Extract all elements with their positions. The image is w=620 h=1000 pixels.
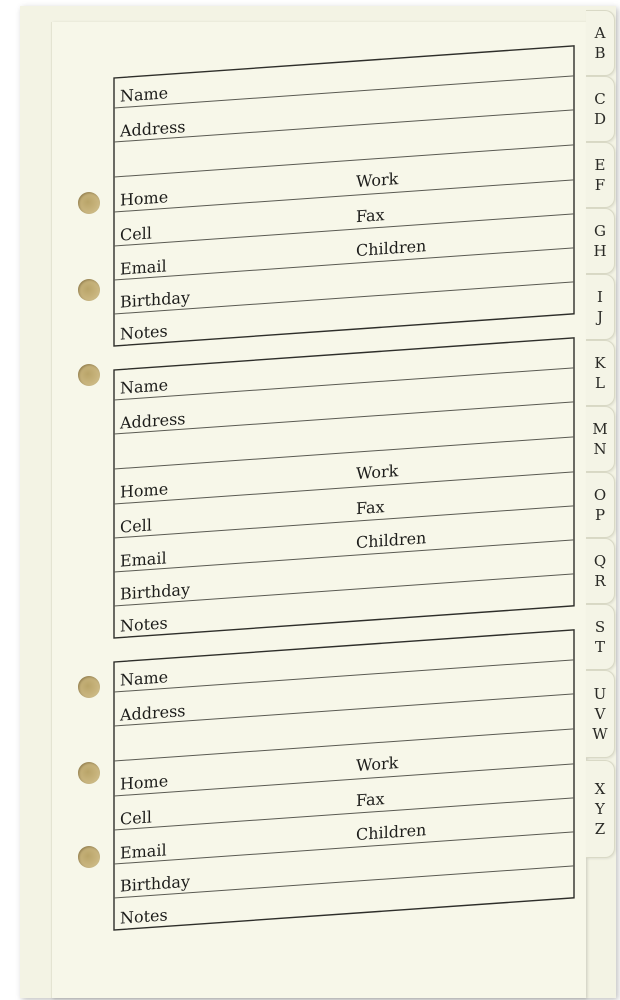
notes-label: Notes xyxy=(120,613,168,636)
address-label: Address xyxy=(120,701,186,725)
tab-letter: V xyxy=(594,705,606,723)
entry-line xyxy=(114,764,574,796)
name-label: Name xyxy=(120,667,169,690)
tab-x-y-z[interactable] xyxy=(586,760,615,858)
tab-c-d[interactable] xyxy=(586,76,615,142)
children-label: Children xyxy=(356,528,427,553)
home-label: Home xyxy=(120,479,169,502)
fax-label: Fax xyxy=(356,789,385,811)
entry-line xyxy=(114,729,574,761)
home-label: Home xyxy=(120,187,169,210)
email-label: Email xyxy=(120,548,167,571)
address-entry xyxy=(114,338,574,638)
tab-m-n[interactable] xyxy=(586,406,615,472)
alphabet-tabs xyxy=(586,10,616,862)
tab-letter: J xyxy=(596,308,603,326)
email-label: Email xyxy=(120,256,167,279)
tab-letter: R xyxy=(594,572,606,590)
tab-q-r[interactable] xyxy=(586,538,615,604)
entry-line xyxy=(114,214,574,246)
birthday-label: Birthday xyxy=(120,287,190,312)
notes-label: Notes xyxy=(120,321,168,344)
tab-letter: P xyxy=(594,506,606,524)
cell-label: Cell xyxy=(120,807,152,829)
tab-letter: D xyxy=(593,110,607,128)
tab-letter: I xyxy=(597,288,603,306)
address-label: Address xyxy=(120,409,186,433)
tab-g-h[interactable] xyxy=(586,208,615,274)
address-entry xyxy=(114,46,574,346)
tab-letter: E xyxy=(594,156,606,174)
tab-k-l[interactable] xyxy=(586,340,615,406)
tab-letter: C xyxy=(594,90,606,108)
entry-line xyxy=(114,506,574,538)
entry-line xyxy=(114,180,574,212)
tab-o-p[interactable] xyxy=(586,472,615,538)
tab-letter: W xyxy=(592,725,608,743)
cell-label: Cell xyxy=(120,515,152,537)
tab-letter: A xyxy=(594,24,606,42)
entry-line xyxy=(114,437,574,469)
tab-letter: N xyxy=(593,440,607,458)
tab-letter: X xyxy=(594,780,606,798)
tab-letter: G xyxy=(594,222,606,240)
tab-letter: Q xyxy=(593,552,607,570)
children-label: Children xyxy=(356,820,427,845)
fax-label: Fax xyxy=(356,497,385,519)
birthday-label: Birthday xyxy=(120,871,190,896)
tab-i-j[interactable] xyxy=(586,274,615,340)
birthday-label: Birthday xyxy=(120,579,190,604)
tab-letter: Y xyxy=(595,800,605,818)
entry-line xyxy=(114,660,574,692)
entry-line xyxy=(114,368,574,400)
name-label: Name xyxy=(120,375,169,398)
email-label: Email xyxy=(120,840,167,863)
entry-line xyxy=(114,832,574,864)
entry-line xyxy=(114,145,574,177)
tab-letter: L xyxy=(595,374,605,392)
tab-letter: K xyxy=(594,354,606,372)
tab-s-t[interactable] xyxy=(586,604,615,670)
tab-letter: M xyxy=(592,420,608,438)
home-label: Home xyxy=(120,771,169,794)
work-label: Work xyxy=(356,461,399,484)
address-entry xyxy=(114,630,574,930)
notes-label: Notes xyxy=(120,905,168,928)
tab-letter: S xyxy=(594,618,606,636)
tab-letter: F xyxy=(594,176,606,194)
work-label: Work xyxy=(356,169,399,192)
tab-letter: B xyxy=(594,44,606,62)
tab-letter: H xyxy=(593,242,607,260)
tab-u-v-w[interactable] xyxy=(586,670,615,758)
cell-label: Cell xyxy=(120,223,152,245)
entry-line xyxy=(114,798,574,830)
tab-letter: U xyxy=(593,685,607,703)
tab-letter: Z xyxy=(594,820,606,838)
entry-line xyxy=(114,472,574,504)
entry-line xyxy=(114,248,574,280)
work-label: Work xyxy=(356,753,399,776)
tab-letter: T xyxy=(594,638,605,656)
address-label: Address xyxy=(120,117,186,141)
fax-label: Fax xyxy=(356,205,385,227)
entry-line xyxy=(114,76,574,108)
tab-e-f[interactable] xyxy=(586,142,615,208)
children-label: Children xyxy=(356,236,427,261)
tab-letter: O xyxy=(593,486,607,504)
name-label: Name xyxy=(120,83,169,106)
entry-line xyxy=(114,540,574,572)
tab-a-b[interactable] xyxy=(586,10,615,76)
